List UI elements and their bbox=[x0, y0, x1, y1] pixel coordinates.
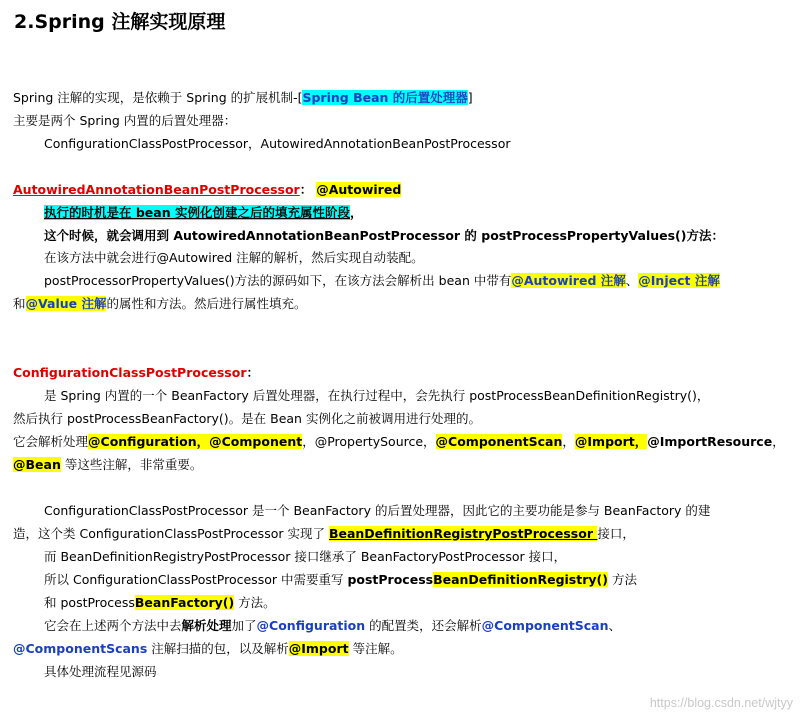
import-annotation-highlight: @Import bbox=[288, 641, 349, 656]
separator: 、 bbox=[625, 273, 639, 288]
timing-highlight: 执行的时机是在 bean 实例化创建之后的填充属性阶段 bbox=[44, 205, 350, 220]
detail-line-6 bbox=[44, 615, 793, 637]
componentscan-annotation: @ComponentScan bbox=[481, 618, 609, 633]
detail-line-4 bbox=[44, 569, 793, 591]
autowired-heading bbox=[13, 179, 793, 201]
autowired-annotation-highlight: @Autowired 注解 bbox=[511, 273, 626, 288]
bean-postprocessor-highlight: Spring Bean 的后置处理器 bbox=[302, 90, 468, 105]
configuration-component-highlight: @Configuration，@Component bbox=[88, 434, 303, 449]
config-processor-name: ConfigurationClassPostProcessor bbox=[13, 365, 247, 380]
intro-line-1 bbox=[13, 87, 793, 109]
bracket-close: ] bbox=[467, 90, 473, 105]
detail-line-8: 具体处理流程见源码 bbox=[44, 664, 157, 679]
inject-annotation-highlight: @Inject 注解 bbox=[638, 273, 720, 288]
heading-colon: ： bbox=[299, 182, 313, 197]
text: 接口， bbox=[597, 526, 635, 541]
importresource-annotation: @ImportResource bbox=[647, 434, 773, 449]
text: ，@PropertySource， bbox=[302, 434, 436, 449]
config-line-1: 是 Spring 内置的一个 BeanFactory 后置处理器，在执行过程中，会先执行 postProcessBeanDefinitionRegistry()， bbox=[44, 388, 710, 403]
registry-method-highlight: BeanDefinitionRegistry() bbox=[433, 572, 608, 587]
config-heading bbox=[13, 362, 793, 384]
text: 和 bbox=[44, 595, 61, 610]
text: 的配置类，还会解析 bbox=[365, 618, 482, 633]
text: postProcessorPropertyValues()方法的源码如下，在该方法会解析出 bean 中带有 bbox=[44, 273, 512, 288]
text: 方法。 bbox=[234, 595, 276, 610]
autowired-line-4 bbox=[44, 270, 793, 292]
text: 所以 ConfigurationClassPostProcessor 中需要重写 bbox=[44, 572, 348, 587]
bold-text: 解析处理 bbox=[181, 618, 232, 633]
comma: ， bbox=[349, 205, 363, 220]
config-line-3 bbox=[13, 431, 793, 453]
text: 它会解析处理 bbox=[13, 434, 89, 449]
autowired-annotation: @Autowired bbox=[316, 182, 402, 197]
value-annotation-highlight: @Value 注解 bbox=[25, 296, 107, 311]
text: 的属性和方法。然后进行属性填充。 bbox=[106, 296, 307, 311]
autowired-line-1 bbox=[44, 202, 793, 224]
separator: ， bbox=[562, 434, 575, 449]
text: 它会在上述两个方法中去 bbox=[44, 618, 182, 633]
detail-line-7 bbox=[13, 638, 793, 660]
method-prefix: postProcess bbox=[60, 595, 135, 610]
config-line-4 bbox=[13, 454, 793, 476]
watermark: https://blog.csdn.net/wjtyy bbox=[649, 696, 793, 710]
configuration-annotation: @Configuration bbox=[256, 618, 366, 633]
config-line-2: 然后执行 postProcessBeanFactory()。是在 Bean 实例化之前被调用进行处理的。 bbox=[13, 411, 481, 426]
componentscans-annotation: @ComponentScans bbox=[13, 641, 148, 656]
intro-line-2: 主要是两个 Spring 内置的后置处理器： bbox=[13, 113, 237, 128]
text: 加了 bbox=[231, 618, 257, 633]
separator: ， bbox=[772, 434, 785, 449]
bean-annotation-highlight: @Bean bbox=[13, 457, 61, 472]
autowired-processor-name: AutowiredAnnotationBeanPostProcessor bbox=[13, 182, 300, 197]
beanfactory-method-highlight: BeanFactory() bbox=[134, 595, 235, 610]
detail-line-5 bbox=[44, 592, 793, 614]
heading-colon: ： bbox=[246, 365, 260, 380]
detail-line-2 bbox=[13, 523, 793, 545]
detail-line-1: ConfigurationClassPostProcessor 是一个 BeanFactory 的后置处理器，因此它的主要功能是参与 BeanFactory 的建 bbox=[44, 503, 711, 518]
intro-line-3: ConfigurationClassPostProcessor，AutowiredAnnotationBeanPostProcessor bbox=[44, 136, 511, 151]
text: 造，这个类 ConfigurationClassPostProcessor 实现了 bbox=[13, 526, 329, 541]
text: 方法 bbox=[607, 572, 637, 587]
text: 等这些注解，非常重要。 bbox=[60, 457, 203, 472]
text: 等注解。 bbox=[348, 641, 403, 656]
autowired-line-2: 这个时候，就会调用到 AutowiredAnnotationBeanPostProcessor 的 postProcessPropertyValues()方法： bbox=[44, 228, 724, 243]
registry-postprocessor-highlight: BeanDefinitionRegistryPostProcessor bbox=[328, 526, 598, 541]
text: 注解扫描的包，以及解析 bbox=[147, 641, 289, 656]
detail-line-3: 而 BeanDefinitionRegistryPostProcessor 接口继承了 BeanFactoryPostProcessor 接口， bbox=[44, 549, 567, 564]
page-title: 2.Spring 注解实现原理 bbox=[14, 11, 226, 33]
separator: 、 bbox=[608, 618, 621, 633]
autowired-line-5 bbox=[13, 293, 793, 315]
text: 和 bbox=[13, 296, 26, 311]
import-highlight: @Import， bbox=[574, 434, 648, 449]
autowired-line-3: 在该方法中就会进行@Autowired 注解的解析，然后实现自动装配。 bbox=[44, 250, 424, 265]
method-prefix: postProcess bbox=[347, 572, 434, 587]
componentscan-highlight: @ComponentScan bbox=[435, 434, 563, 449]
intro-text: Spring 注解的实现，是依赖于 Spring 的扩展机制-[ bbox=[13, 90, 303, 105]
